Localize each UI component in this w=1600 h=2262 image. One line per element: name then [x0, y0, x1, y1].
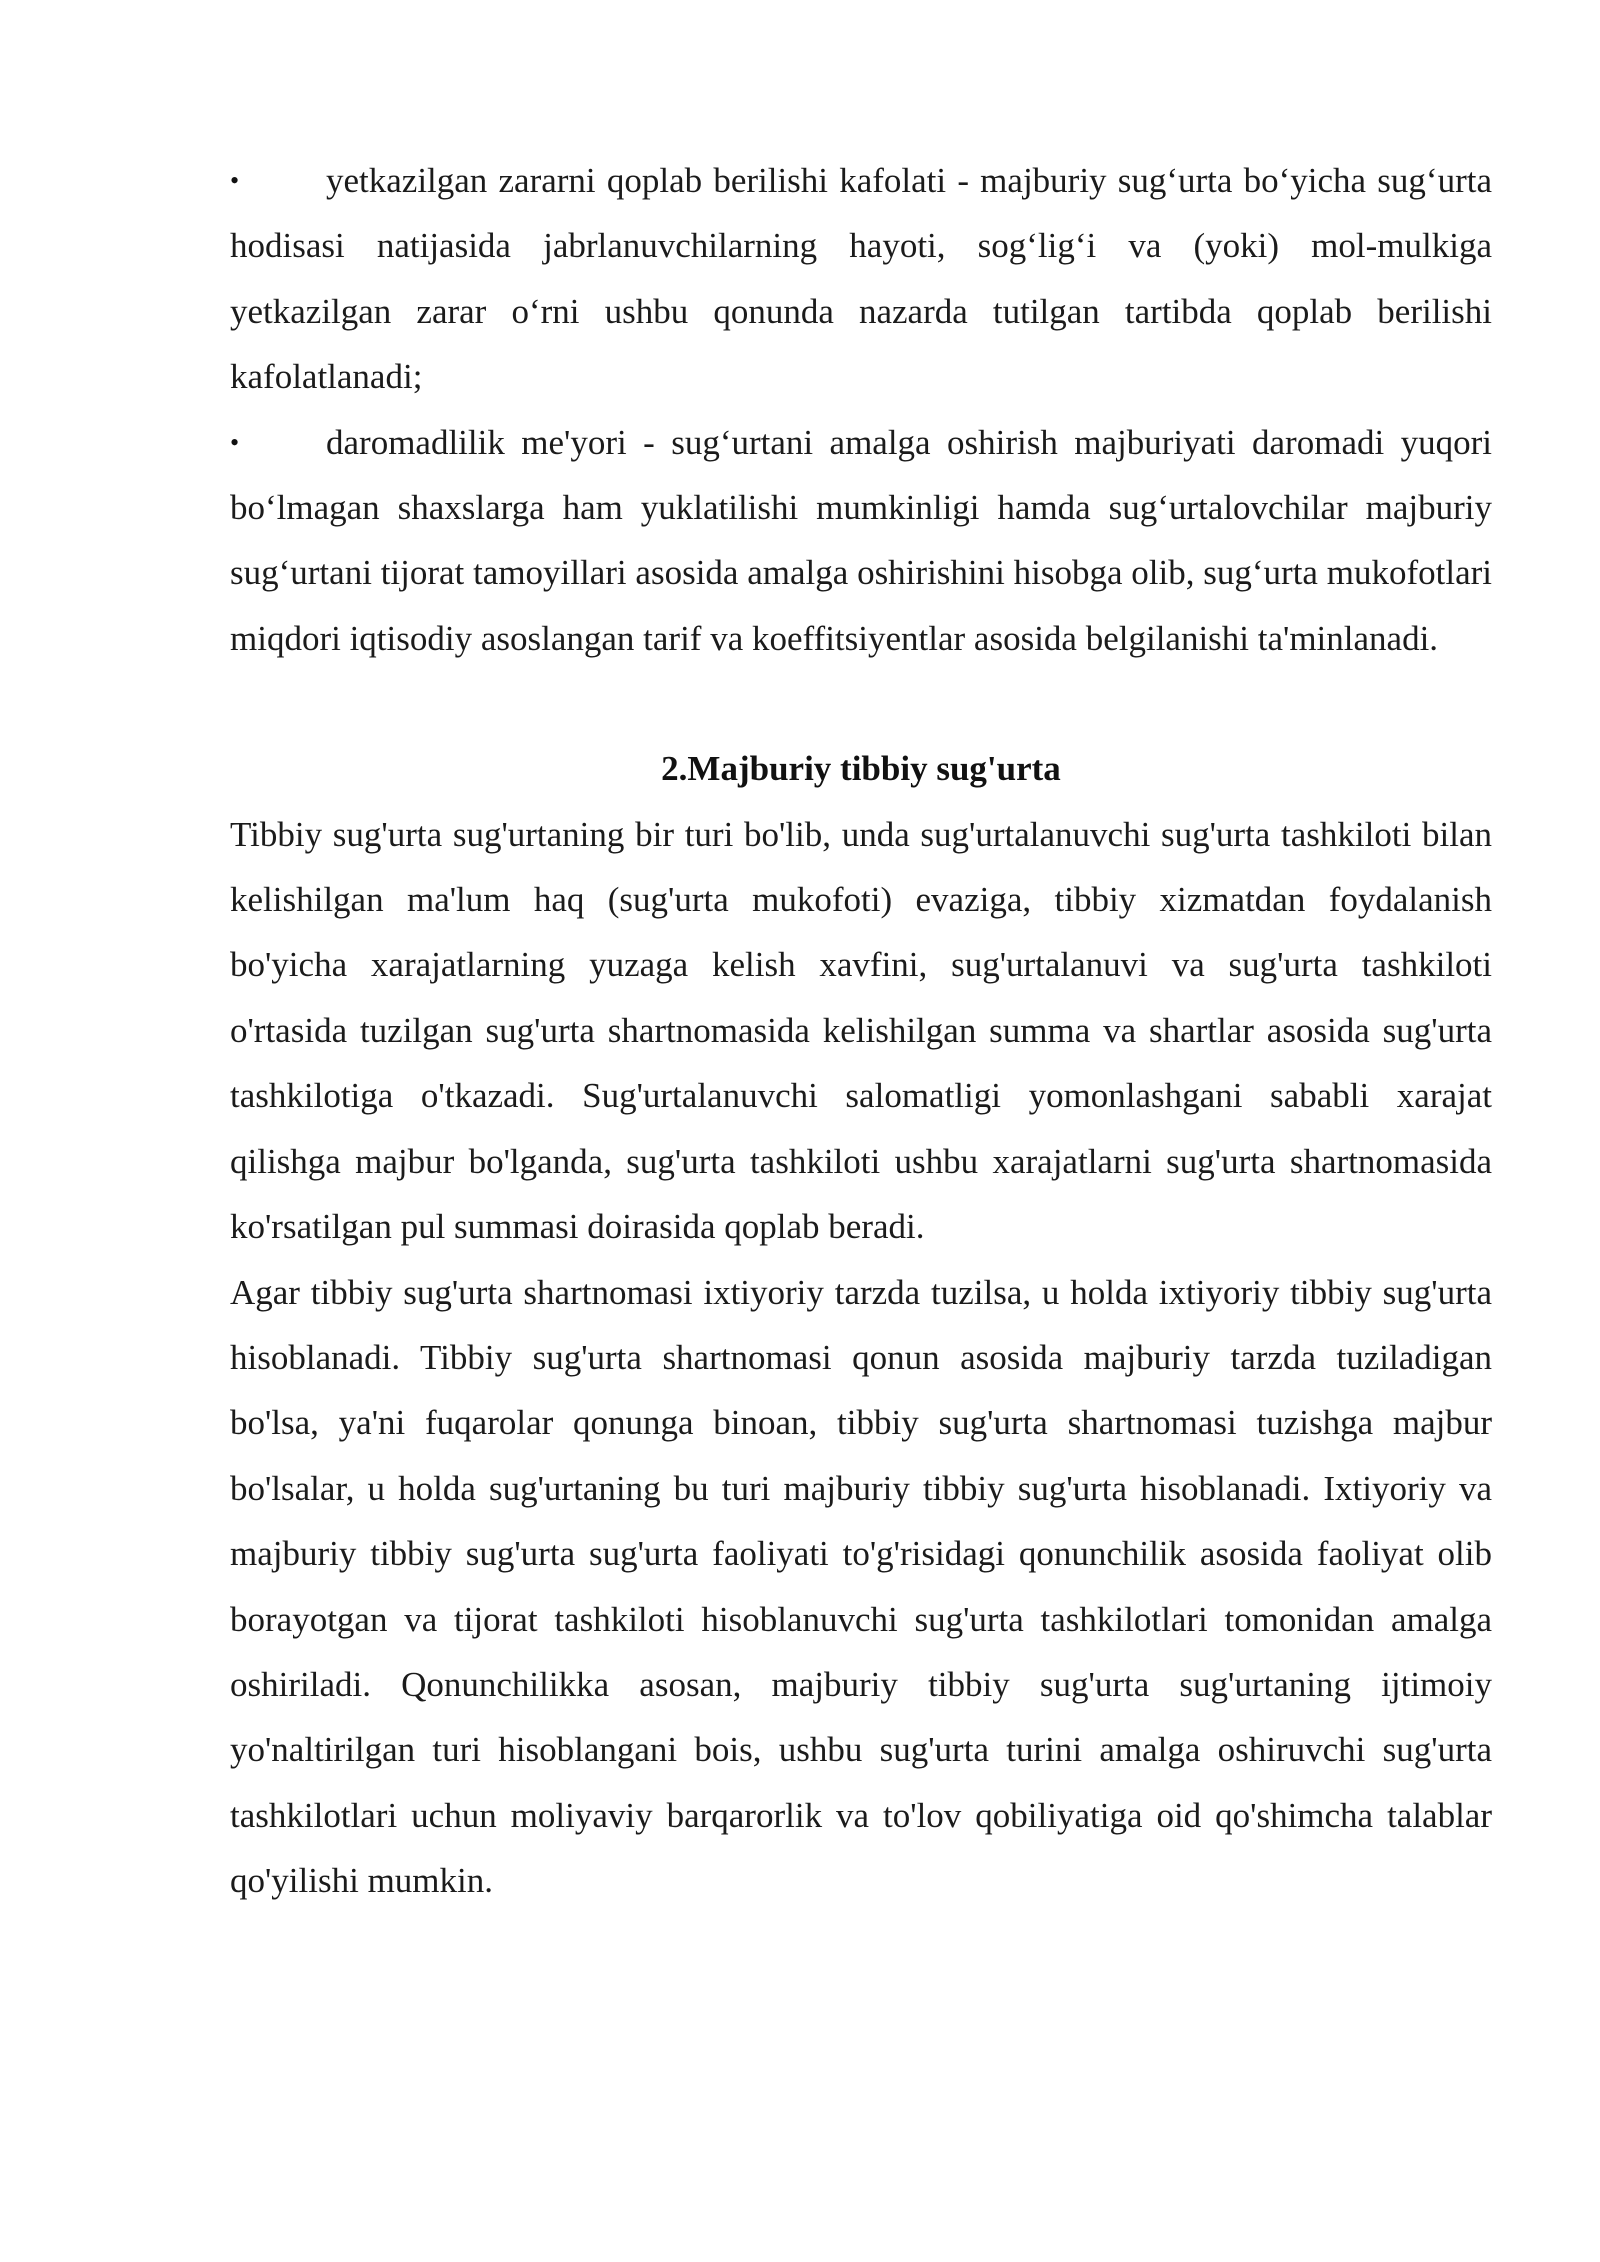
bullet-icon: •: [230, 166, 240, 195]
bullet-item-guarantee: [230, 148, 1492, 410]
paragraph: Agar tibbiy sug'urta shartnomasi ixtiyoriy tarzda tuzilsa, u holda ixtiyoriy tibbiy sug'urta hisoblanadi. Tibbiy sug'urta shartnomasi qonun asosida majburiy tarzda tuziladigan bo'lsa, ya'ni fuqarolar qonunga binoan, tibbiy sug'urta shartnomasi tuzishga majbur bo'lsalar, u holda sug'urtaning bu turi majburiy tibbiy sug'urta hisoblanadi. Ixtiyoriy va majburiy tibbiy sug'urta sug'urta faoliyati to'g'risidagi qonunchilik asosida faoliyat olib borayotgan va tijorat tashkiloti hisoblanuvchi sug'urta tashkilotlari tomonidan amalga oshiriladi. Qonunchilikka asosan, majburiy tibbiy sug'urta sug'urtaning ijtimoiy yo'naltirilgan turi hisoblangani bois, ushbu sug'urta turini amalga oshiruvchi sug'urta tashkilotlari uchun moliyaviy barqarorlik va to'lov qobiliyatiga oid qo'shimcha talablar qo'yilishi mumkin.: [230, 1272, 1492, 1901]
bullet-icon: •: [230, 427, 240, 457]
bullet-text: daromadlilik me'yori - sug‘urtani amalga oshirish majburiyati daromadi yuqori bo‘lmagan shaxslarga ham yuklatilishi mumkinligi hamda sug‘urtalovchilar majburiy sug‘urtani tijorat tamoyillari asosida amalga oshirishini hisobga olib, sug‘urta mukofotlari miqdori iqtisodiy asoslangan tarif va koeffitsiyentlar asosida belgilanishi ta'minlanadi.: [230, 422, 1492, 658]
bullet-text: yetkazilgan zararni qoplab berilishi kafolati - majburiy sug‘urta bo‘yicha sug‘urta hodisasi natijasida jabrlanuvchilarning hayoti, sog‘lig‘i va (yoki) mol-mulkiga yetkazilgan zarar o‘rni ushbu qonunda nazarda tutilgan tartibda qoplab berilishi kafolatlanadi;: [230, 161, 1492, 397]
bullet-item-profitability: [230, 410, 1492, 672]
section-spacer: [230, 671, 1492, 736]
document-body: [230, 148, 1492, 1914]
paragraph: Tibbiy sug'urta sug'urtaning bir turi bo'lib, unda sug'urtalanuvchi sug'urta tashkiloti bilan kelishilgan ma'lum haq (sug'urta mukofoti) evaziga, tibbiy xizmatdan foydalanish bo'yicha xarajatlarning yuzaga kelish xavfini, sug'urtalanuvi va sug'urta tashkiloti o'rtasida tuzilgan sug'urta shartnomasida kelishilgan summa va shartlar asosida sug'urta tashkilotiga o'tkazadi. Sug'urtalanuvchi salomatligi yomonlashgani sababli xarajat qilishga majbur bo'lganda, sug'urta tashkiloti ushbu xarajatlarni sug'urta shartnomasida ko'rsatilgan pul summasi doirasida qoplab beradi.: [230, 814, 1492, 1247]
section-heading: 2.Majburiy tibbiy sug'urta: [661, 749, 1061, 789]
